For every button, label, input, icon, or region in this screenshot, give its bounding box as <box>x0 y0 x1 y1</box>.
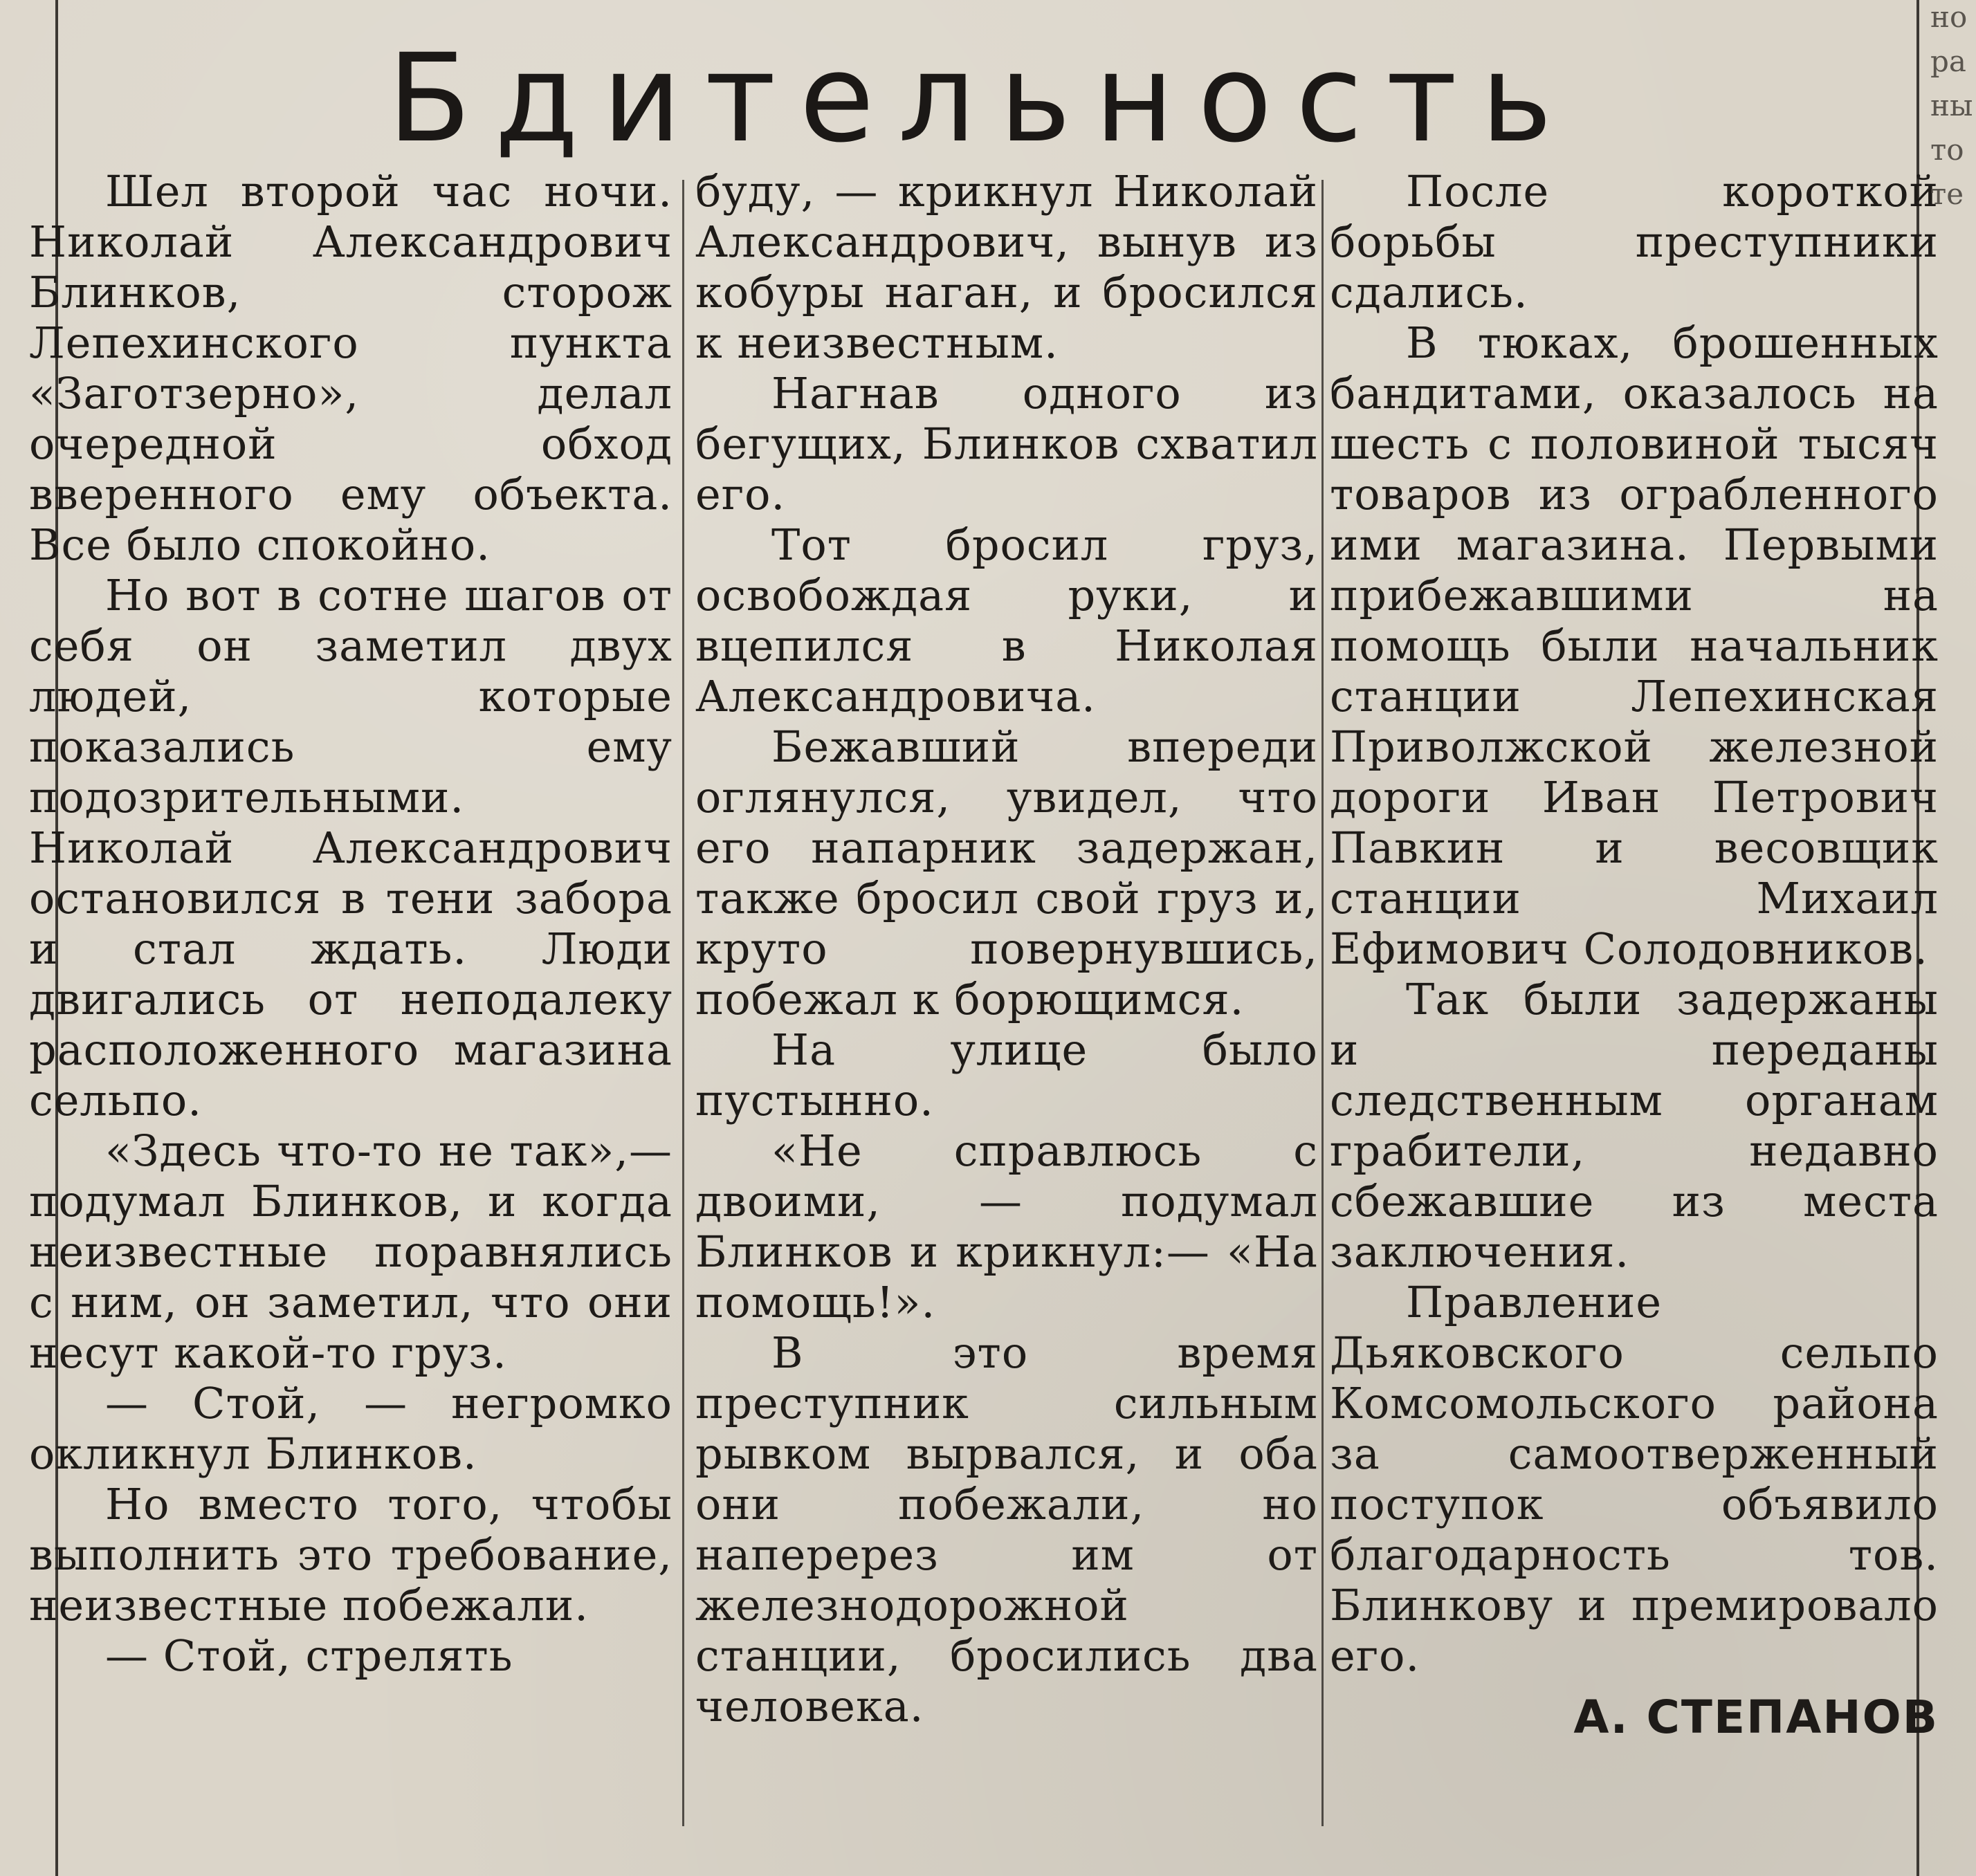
article-column-3 <box>1330 166 1939 1840</box>
margin-fragment: но <box>1930 0 1968 34</box>
margin-fragment: то <box>1930 133 1964 167</box>
paragraph: После короткой борьбы преступники сдались. <box>1330 166 1939 318</box>
paragraph: В это время преступник сильным рывком вырвался, и оба они побежали, но наперерез им от железнодорожной станции, бросились два человека. <box>695 1327 1318 1731</box>
paragraph: буду, — крикнул Николай Александрович, вынув из кобуры наган, и бросился к неизвестным. <box>695 166 1318 368</box>
paragraph: Но вот в сотне шагов от себя он заметил двух людей, которые показались ему подозрительными. Николай Александрович остановился в тени забора и стал ждать. Люди двигались от неподалеку расположенного магазина сельпо. <box>29 570 673 1125</box>
paragraph: Правление Дьяковского сельпо Комсомольского района за самоотверженный поступок объявило благодарность тов. Блинкову и премировало его. <box>1330 1277 1939 1681</box>
paragraph: Бежавший впереди оглянулся, увидел, что его напарник задержан, также бросил свой груз и, круто повернувшись, побежал к борющимся. <box>695 721 1318 1024</box>
paragraph: Тот бросил груз, освобождая руки, и вцепился в Николая Александровича. <box>695 519 1318 721</box>
article-column-1 <box>29 166 673 1840</box>
paragraph: «Здесь что-то не так»,—подумал Блинков, и когда неизвестные поравнялись с ним, он заметил, что они несут какой-то груз. <box>29 1125 673 1378</box>
paragraph: «Не справлюсь с двоими, — подумал Блинков и крикнул:— «На помощь!». <box>695 1125 1318 1327</box>
paragraph: На улице было пустынно. <box>695 1024 1318 1125</box>
paragraph: Но вместо того, чтобы выполнить это требование, неизвестные побежали. <box>29 1479 673 1630</box>
paragraph: Нагнав одного из бегущих, Блинков схватил его. <box>695 368 1318 519</box>
paragraph: Так были задержаны и переданы следственным органам грабители, недавно сбежавшие из места заключения. <box>1330 974 1939 1277</box>
margin-fragment: те <box>1930 177 1964 211</box>
margin-fragment: ра <box>1930 44 1966 78</box>
column-divider-1 <box>682 180 684 1826</box>
paragraph: Шел второй час ночи. Николай Александрович Блинков, сторож Лепехинского пункта «Заготзерно», делал очередной обход вверенного ему объекта. Все было спокойно. <box>29 166 673 570</box>
author-signature: А. СТЕПАНОВ <box>1573 1691 1939 1744</box>
paragraph: — Стой, стрелять <box>105 1630 513 1681</box>
paragraph: — Стой, — негромко окликнул Блинков. <box>29 1378 673 1479</box>
article-column-2 <box>695 166 1318 1840</box>
adjacent-article-fragment <box>1930 0 1976 1876</box>
paragraph: В тюках, брошенных бандитами, оказалось на шесть с половиной тысяч товаров из ограбленного ими магазина. Первыми прибежавшими на помощь были начальник станции Лепехинская Приволжской железной дороги Иван Петрович Павкин и весовщик станции Михаил Ефимович Солодовников. <box>1330 318 1939 974</box>
article-title: Бдительность <box>387 28 1576 169</box>
margin-fragment: ны <box>1930 89 1973 122</box>
column-divider-2 <box>1321 180 1324 1826</box>
